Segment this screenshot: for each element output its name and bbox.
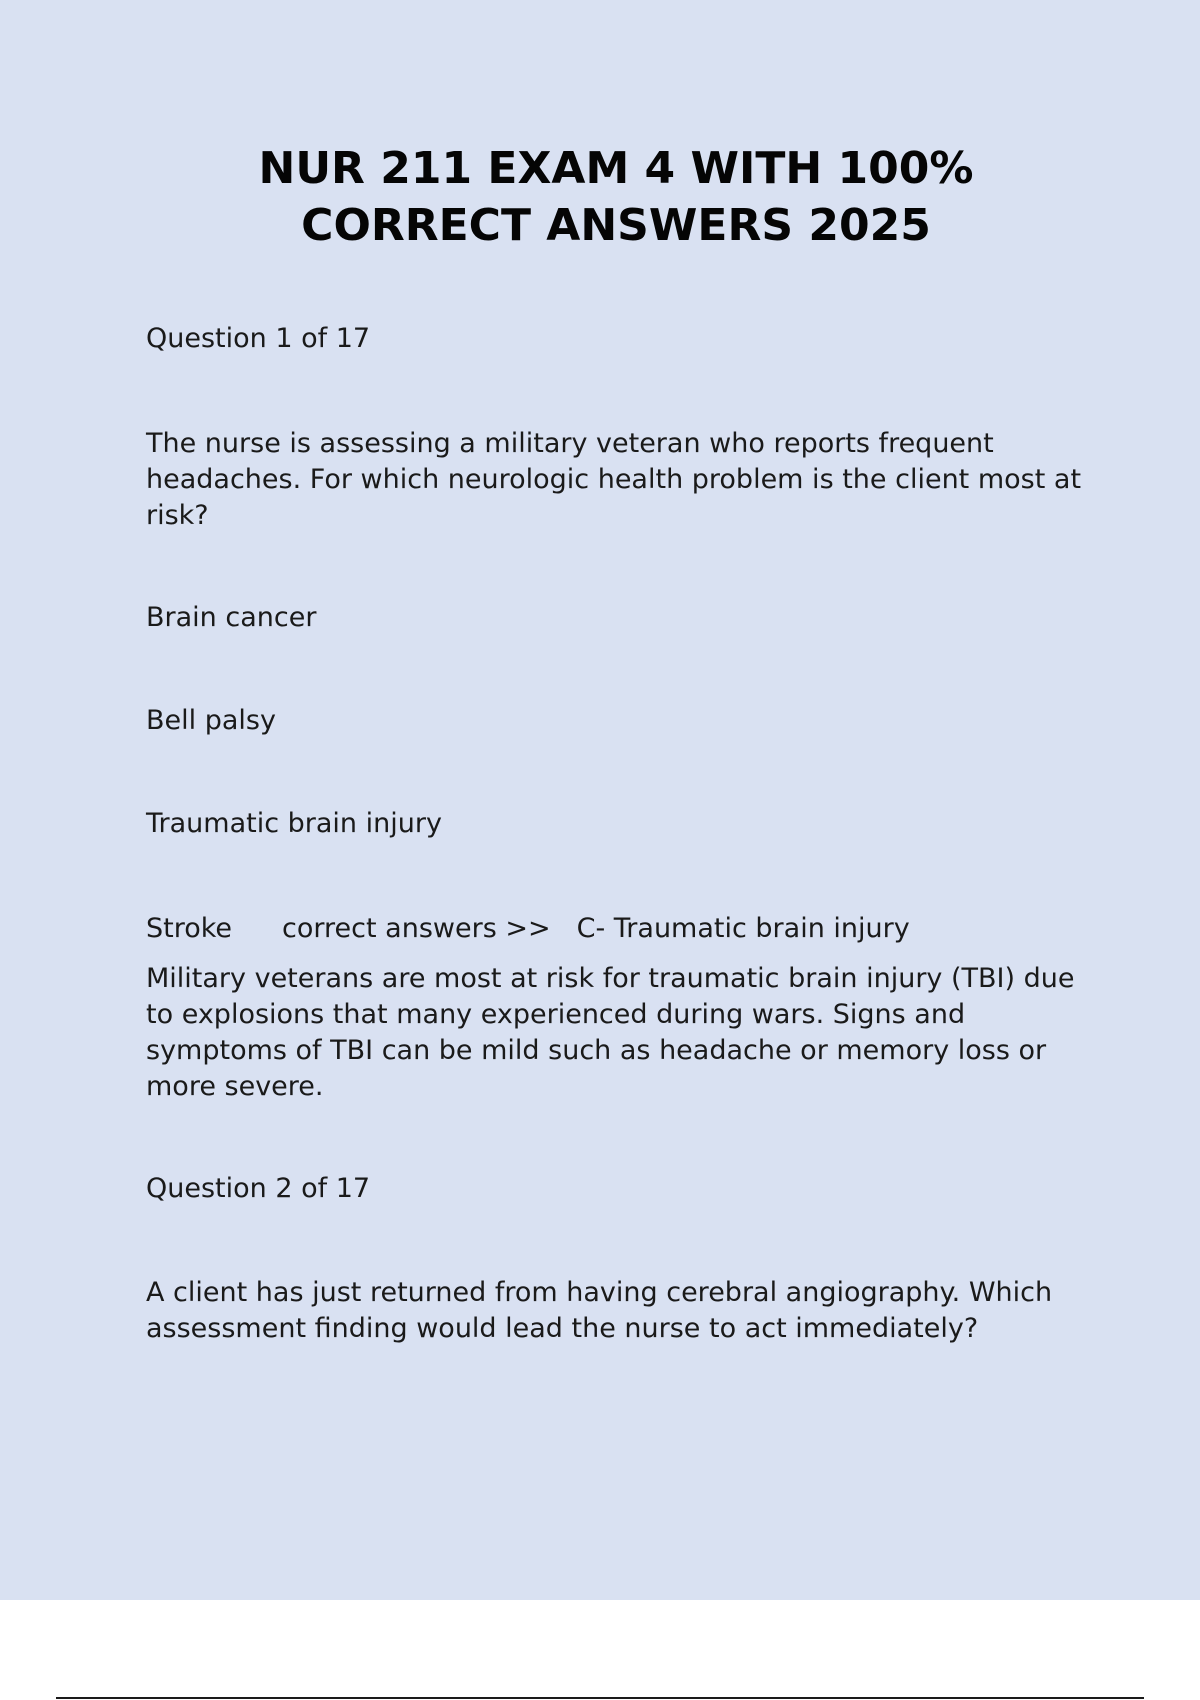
question-1-option-d: Stroke	[146, 913, 233, 944]
question-1-rationale: Military veterans are most at risk for traumatic brain injury (TBI) due to explosions that many experienced during wars. Signs and symptoms of TBI can be mild such as headache or memory loss or more severe.	[146, 963, 1075, 1102]
title-line-1: NUR 211 EXAM 4 WITH 100%	[258, 143, 974, 194]
footer-divider	[56, 1697, 1144, 1699]
answer-label: correct answers >>	[282, 913, 551, 944]
question-1-option-c: Traumatic brain injury	[146, 808, 442, 839]
question-2-text: A client has just returned from having cerebral angiography. Which assessment finding would lead the nurse to act immediately?	[146, 1277, 1053, 1344]
question-1-text: The nurse is assessing a military veteran who reports frequent headaches. For which neurologic health problem is the client most at risk?	[146, 428, 1082, 531]
question-1-answer-line	[146, 911, 1106, 947]
question-1-option-a: Brain cancer	[146, 602, 317, 633]
title-line-2: CORRECT ANSWERS 2025	[301, 200, 931, 251]
question-2-heading: Question 2 of 17	[146, 1173, 371, 1204]
question-1-option-b: Bell palsy	[146, 705, 276, 736]
answer-value: C- Traumatic brain injury	[576, 913, 910, 944]
question-1-heading: Question 1 of 17	[146, 323, 371, 354]
document-title	[0, 140, 1200, 254]
